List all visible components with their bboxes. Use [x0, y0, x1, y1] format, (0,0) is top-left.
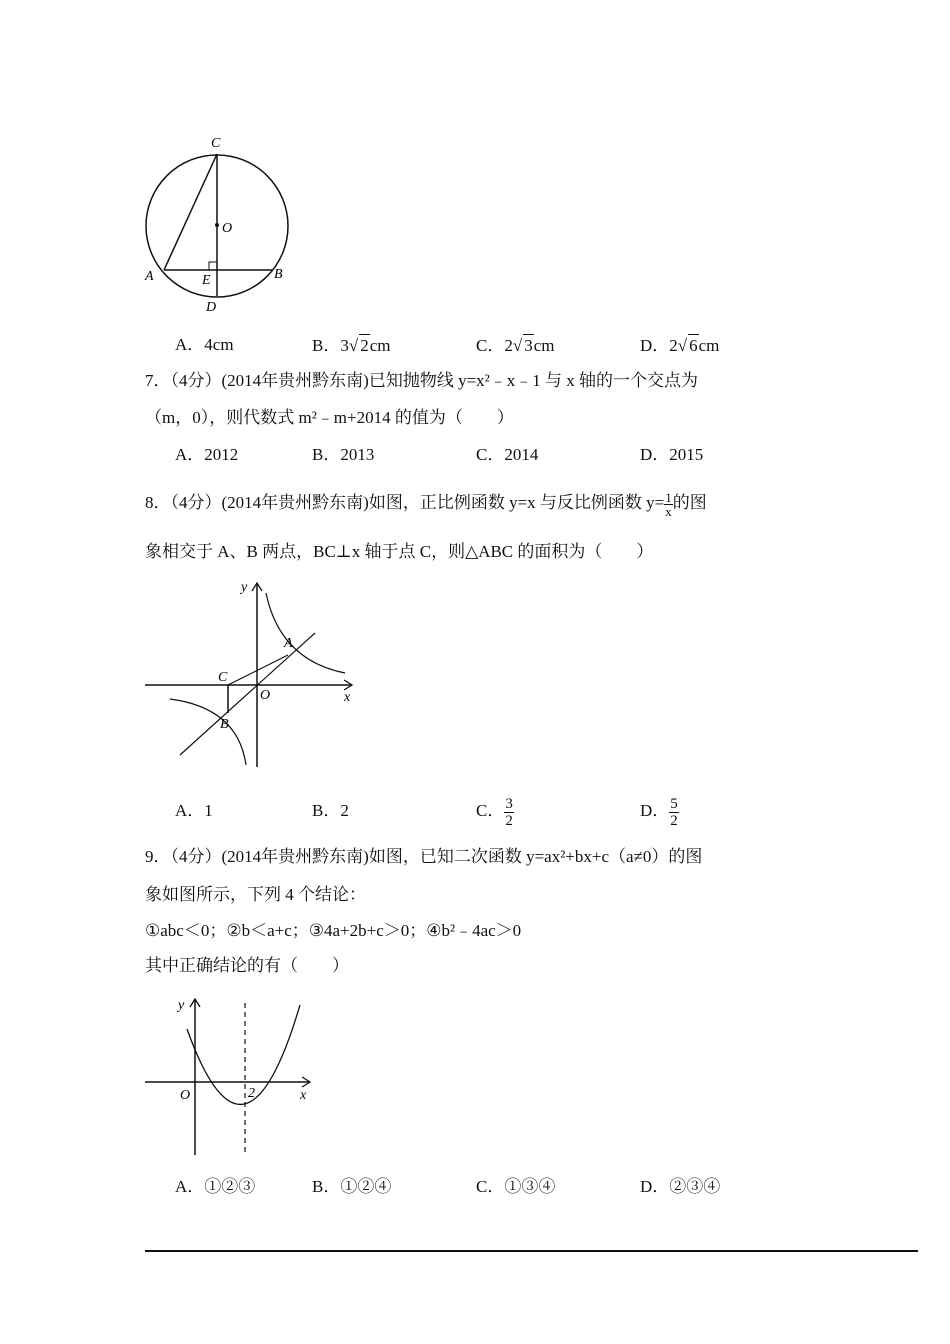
option-text: ①②④: [340, 1177, 392, 1196]
sqrt-radicand: 6: [689, 336, 698, 355]
q9-stem-line-4: 其中正确结论的有（ ）: [145, 956, 349, 975]
q7-stem-line-1: 7．（4分）(2014年贵州黔东南)已知抛物线 y=x²﹣x﹣1 与 x 轴的一个交点为: [145, 371, 699, 390]
label-a: A: [145, 269, 154, 284]
fraction-denominator: 2: [505, 812, 513, 829]
option-letter: B．: [312, 801, 341, 820]
q8-stem-line-2: 象相交于 A、B 两点，BC⊥x 轴于点 C，则△ABC 的面积为（ ）: [145, 542, 654, 561]
q6-option-c: [476, 334, 554, 357]
label-c: C: [218, 670, 228, 685]
option-text: 2: [340, 801, 349, 820]
q7-option-b: [312, 444, 374, 466]
q7-stem-line-2: （m，0），则代数式 m²﹣m+2014 的值为（ ）: [145, 408, 514, 427]
label-o: O: [260, 688, 271, 703]
option-letter: A．: [175, 801, 205, 820]
option-letter: C．: [476, 1177, 505, 1196]
option-unit: cm: [533, 336, 555, 355]
sqrt-sign: √: [512, 336, 523, 355]
parabola-graph-q9: [140, 993, 320, 1158]
option-coefficient: 2: [504, 336, 513, 355]
q7-option-c: [476, 444, 538, 466]
label-2: 2: [248, 1086, 255, 1101]
option-letter: D．: [640, 445, 670, 464]
sqrt-radicand: 3: [524, 336, 533, 355]
option-coefficient: 3: [340, 336, 349, 355]
q9-option-a: [175, 1176, 255, 1198]
option-letter: B．: [312, 1177, 341, 1196]
q6-option-b: [312, 334, 390, 357]
option-letter: B．: [312, 445, 341, 464]
option-letter: A．: [175, 335, 205, 354]
label-b: B: [274, 267, 283, 282]
label-x: x: [344, 690, 351, 705]
q9-conclusions: ①abc＜0；②b＜a+c；③4a+2b+c＞0；④b²﹣4ac＞0: [145, 921, 522, 940]
label-o: O: [222, 221, 233, 236]
q9-option-d: [640, 1176, 720, 1198]
option-text: 2013: [340, 445, 375, 464]
option-letter: D．: [640, 336, 670, 355]
q9-option-b: [312, 1176, 391, 1198]
option-text: 2012: [204, 445, 239, 464]
function-graph-q8: [140, 575, 360, 770]
option-text: ②③④: [669, 1177, 721, 1196]
option-unit: cm: [698, 336, 720, 355]
sqrt-radicand: 2: [360, 336, 369, 355]
q8-option-a: [175, 800, 213, 822]
q9-stem-line-2: 象如图所示，下列 4 个结论：: [145, 885, 366, 904]
option-letter: C．: [476, 336, 505, 355]
q8-option-d: [640, 792, 679, 830]
label-b: B: [220, 717, 229, 732]
option-text: ①②③: [204, 1177, 256, 1196]
parabola-curve: [187, 1005, 300, 1104]
right-angle-mark: [209, 262, 217, 270]
hyperbola-branch-3: [170, 699, 246, 765]
circle-figure: [135, 128, 305, 320]
label-y: y: [178, 998, 185, 1013]
option-coefficient: 2: [669, 336, 678, 355]
label-a: A: [284, 636, 293, 651]
option-text: 2015: [669, 445, 704, 464]
fraction-5-over-2: [669, 796, 679, 829]
option-letter: D．: [640, 801, 670, 820]
stem-text: 8．（4分）(2014年贵州黔东南)如图，正比例函数 y=x 与反比例函数 y=: [145, 493, 665, 512]
sqrt-sign: √: [677, 336, 688, 355]
label-x: x: [300, 1088, 307, 1103]
fraction-denominator: 2: [670, 812, 678, 829]
fraction-1-over-x: [664, 491, 673, 518]
option-unit: cm: [369, 336, 391, 355]
q6-option-a: [175, 334, 234, 356]
q8-option-c: [476, 792, 514, 830]
fraction-3-over-2: [504, 796, 514, 829]
option-text: ①③④: [504, 1177, 556, 1196]
fraction-numerator: 1: [665, 489, 672, 505]
option-letter: C．: [476, 445, 505, 464]
option-letter: A．: [175, 1177, 205, 1196]
hyperbola-branch-1: [266, 593, 345, 673]
option-letter: D．: [640, 1177, 670, 1196]
option-text: 4cm: [204, 335, 234, 354]
label-c: C: [211, 136, 221, 151]
q9-option-c: [476, 1176, 555, 1198]
option-letter: C．: [476, 801, 505, 820]
q7-option-d: [640, 444, 703, 466]
option-text: 2014: [504, 445, 539, 464]
footer-divider: [145, 1250, 918, 1252]
sqrt-sign: √: [348, 336, 359, 355]
label-y: y: [241, 580, 248, 595]
q8-stem-line-1: [145, 490, 707, 518]
label-e: E: [202, 273, 211, 288]
q7-option-a: [175, 444, 238, 466]
fraction-denominator: x: [665, 503, 672, 519]
center-point: [215, 223, 219, 227]
q6-option-d: [640, 334, 719, 357]
segment-ca: [228, 655, 288, 685]
fraction-numerator: 3: [505, 795, 513, 812]
q8-option-b: [312, 800, 349, 822]
label-o: O: [180, 1088, 191, 1103]
fraction-numerator: 5: [670, 795, 678, 812]
line-y-equals-x: [180, 633, 315, 755]
option-text: 1: [204, 801, 213, 820]
label-d: D: [206, 300, 217, 315]
option-letter: B．: [312, 336, 341, 355]
q9-stem-line-1: 9．（4分）(2014年贵州黔东南)如图，已知二次函数 y=ax²+bx+c（a≠0）的图: [145, 847, 703, 866]
stem-text: 的图: [672, 493, 707, 512]
option-letter: A．: [175, 445, 205, 464]
